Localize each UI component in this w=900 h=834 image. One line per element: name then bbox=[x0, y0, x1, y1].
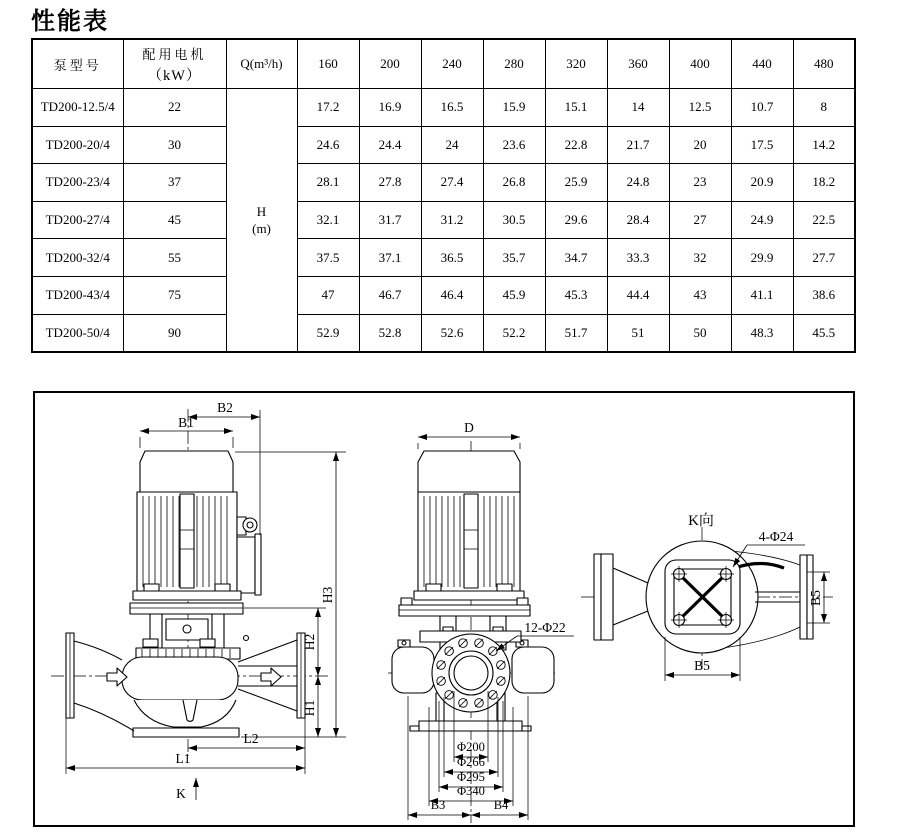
table-row: TD200-23/4 37 28.1 27.8 27.4 26.8 25.9 24.8 23 20.9 18.2 bbox=[32, 164, 855, 202]
dim-label-b5-vertical: B5 bbox=[808, 590, 823, 606]
dim-label-k: K bbox=[176, 786, 186, 801]
dim-label-h2: H2 bbox=[302, 633, 317, 651]
col-header-flow-440: 440 bbox=[731, 39, 793, 89]
dim-label-h1: H1 bbox=[302, 699, 317, 717]
col-header-flow-240: 240 bbox=[421, 39, 483, 89]
table-row: TD200-20/4 30 24.6 24.4 24 23.6 22.8 21.7 20 17.5 14.2 bbox=[32, 126, 855, 164]
pump-side-view bbox=[51, 400, 346, 801]
dim-label-dia200: Φ200 bbox=[457, 740, 485, 754]
col-header-pump-model: 泵型号 bbox=[32, 39, 123, 89]
motor-cap bbox=[418, 451, 520, 492]
col-header-flow-160: 160 bbox=[297, 39, 359, 89]
motor-stool-plate bbox=[130, 603, 243, 614]
table-row: TD200-27/4 45 32.1 31.7 31.2 30.5 29.6 28.4 27 24.9 22.5 bbox=[32, 201, 855, 239]
dim-label-h3: H3 bbox=[320, 586, 335, 604]
dim-label-l2: L2 bbox=[243, 731, 259, 746]
table-header-row bbox=[32, 39, 855, 89]
dim-label-dia295: Φ295 bbox=[457, 770, 485, 784]
base-plate bbox=[419, 721, 522, 731]
performance-table bbox=[31, 38, 856, 353]
junction-box bbox=[237, 537, 255, 593]
head-unit-cell: H (m) bbox=[226, 89, 297, 353]
pump-k-view bbox=[581, 512, 833, 681]
col-header-flow-360: 360 bbox=[607, 39, 669, 89]
bolt-count-note: 12-Φ22 bbox=[524, 620, 566, 635]
table-row: TD200-12.5/4 22 H (m) 17.2 16.9 16.5 15.9 15.1 14 12.5 10.7 8 bbox=[32, 89, 855, 127]
base-plate bbox=[133, 728, 239, 737]
flow-arrow-out bbox=[261, 668, 281, 686]
volute-bowl bbox=[134, 700, 236, 727]
col-header-flow-320: 320 bbox=[545, 39, 607, 89]
pump-front-view bbox=[388, 420, 574, 823]
table-row: TD200-43/4 75 47 46.7 46.4 45.9 45.3 44.4 43 41.1 38.6 bbox=[32, 276, 855, 314]
volute-casing bbox=[122, 657, 238, 700]
page-title: 性能表 bbox=[31, 7, 109, 35]
dim-label-b2: B2 bbox=[217, 400, 233, 415]
motor-flange bbox=[133, 591, 241, 600]
suction-pipe bbox=[613, 568, 648, 625]
col-header-flow-q: Q(m³/h) bbox=[226, 39, 297, 89]
table-row: TD200-32/4 55 37.5 37.1 36.5 35.7 34.7 33.3 32 29.9 27.7 bbox=[32, 239, 855, 277]
motor-stool-plate bbox=[399, 605, 530, 616]
volute-right-end bbox=[512, 647, 554, 693]
col-header-flow-200: 200 bbox=[359, 39, 421, 89]
col-header-flow-280: 280 bbox=[483, 39, 545, 89]
suction-flange bbox=[594, 554, 601, 640]
dim-label-b4: B4 bbox=[493, 798, 509, 812]
dim-label-b1: B1 bbox=[178, 415, 194, 430]
bolt-count-note: 4-Φ24 bbox=[758, 529, 794, 544]
volute-left-end bbox=[392, 647, 434, 693]
discharge-flange bbox=[800, 555, 807, 639]
dimension-drawing bbox=[33, 391, 856, 828]
col-header-flow-480: 480 bbox=[793, 39, 855, 89]
dim-label-b3: B3 bbox=[430, 798, 446, 812]
motor-cap bbox=[140, 451, 233, 492]
coupling-block bbox=[166, 619, 208, 640]
k-view-title: K向 bbox=[688, 513, 714, 529]
dim-label-b5-horizontal: B5 bbox=[694, 658, 710, 673]
dim-label-d: D bbox=[464, 420, 474, 435]
motor-flange bbox=[414, 591, 524, 600]
col-header-motor-power: 配用电机 （kW） bbox=[123, 39, 226, 89]
dim-label-dia340: Φ340 bbox=[457, 784, 485, 798]
dim-label-dia266: Φ266 bbox=[457, 755, 485, 769]
dim-label-l1: L1 bbox=[175, 751, 191, 766]
table-row: TD200-50/4 90 52.9 52.8 52.6 52.2 51.7 51 50 48.3 45.5 bbox=[32, 314, 855, 352]
col-header-flow-400: 400 bbox=[669, 39, 731, 89]
